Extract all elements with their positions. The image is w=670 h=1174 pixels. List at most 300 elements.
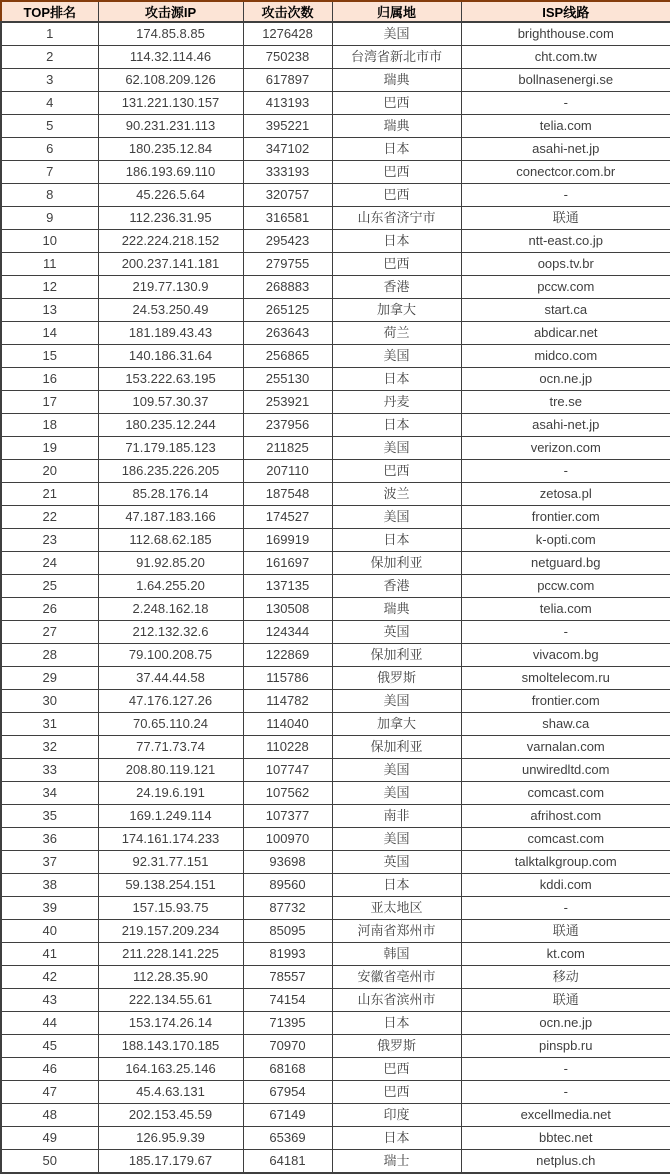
cell-ip: 202.153.45.59 <box>98 1104 243 1127</box>
cell-count: 617897 <box>243 69 332 92</box>
cell-rank: 42 <box>1 966 98 989</box>
cell-count: 347102 <box>243 138 332 161</box>
cell-rank: 18 <box>1 414 98 437</box>
cell-count: 68168 <box>243 1058 332 1081</box>
cell-rank: 4 <box>1 92 98 115</box>
cell-location: 俄罗斯 <box>332 1035 461 1058</box>
cell-location: 巴西 <box>332 92 461 115</box>
cell-location: 日本 <box>332 1012 461 1035</box>
table-row <box>1 184 670 207</box>
cell-ip: 71.179.185.123 <box>98 437 243 460</box>
cell-rank: 25 <box>1 575 98 598</box>
cell-isp: - <box>461 1081 670 1104</box>
cell-isp: pccw.com <box>461 276 670 299</box>
cell-location: 美国 <box>332 759 461 782</box>
table-row <box>1 345 670 368</box>
cell-count: 265125 <box>243 299 332 322</box>
cell-isp: conectcor.com.br <box>461 161 670 184</box>
cell-location: 南非 <box>332 805 461 828</box>
table-row <box>1 874 670 897</box>
cell-ip: 1.64.255.20 <box>98 575 243 598</box>
cell-rank: 29 <box>1 667 98 690</box>
cell-rank: 2 <box>1 46 98 69</box>
cell-rank: 32 <box>1 736 98 759</box>
cell-isp: netguard.bg <box>461 552 670 575</box>
table-row <box>1 138 670 161</box>
cell-location: 巴西 <box>332 253 461 276</box>
table-row <box>1 552 670 575</box>
cell-count: 114040 <box>243 713 332 736</box>
cell-count: 115786 <box>243 667 332 690</box>
cell-location: 亚太地区 <box>332 897 461 920</box>
cell-count: 1276428 <box>243 22 332 46</box>
cell-count: 110228 <box>243 736 332 759</box>
table-row <box>1 989 670 1012</box>
cell-count: 174527 <box>243 506 332 529</box>
cell-location: 丹麦 <box>332 391 461 414</box>
cell-ip: 2.248.162.18 <box>98 598 243 621</box>
table-row <box>1 391 670 414</box>
cell-location: 巴西 <box>332 1058 461 1081</box>
table-row <box>1 368 670 391</box>
cell-rank: 17 <box>1 391 98 414</box>
cell-isp: ocn.ne.jp <box>461 368 670 391</box>
cell-rank: 38 <box>1 874 98 897</box>
cell-count: 137135 <box>243 575 332 598</box>
cell-ip: 222.224.218.152 <box>98 230 243 253</box>
cell-rank: 26 <box>1 598 98 621</box>
cell-rank: 46 <box>1 1058 98 1081</box>
cell-isp: telia.com <box>461 598 670 621</box>
cell-count: 316581 <box>243 207 332 230</box>
cell-count: 263643 <box>243 322 332 345</box>
table-row <box>1 161 670 184</box>
cell-ip: 37.44.44.58 <box>98 667 243 690</box>
cell-count: 187548 <box>243 483 332 506</box>
cell-location: 日本 <box>332 874 461 897</box>
cell-isp: verizon.com <box>461 437 670 460</box>
table-row <box>1 920 670 943</box>
cell-ip: 114.32.114.46 <box>98 46 243 69</box>
cell-isp: comcast.com <box>461 782 670 805</box>
cell-rank: 16 <box>1 368 98 391</box>
cell-ip: 62.108.209.126 <box>98 69 243 92</box>
cell-rank: 14 <box>1 322 98 345</box>
table-row <box>1 69 670 92</box>
cell-count: 64181 <box>243 1150 332 1174</box>
cell-count: 253921 <box>243 391 332 414</box>
cell-rank: 15 <box>1 345 98 368</box>
table-row <box>1 230 670 253</box>
table-row <box>1 322 670 345</box>
cell-ip: 157.15.93.75 <box>98 897 243 920</box>
cell-ip: 164.163.25.146 <box>98 1058 243 1081</box>
table-row <box>1 644 670 667</box>
cell-isp: abdicar.net <box>461 322 670 345</box>
cell-isp: brighthouse.com <box>461 22 670 46</box>
header-row <box>1 1 670 22</box>
cell-location: 保加利亚 <box>332 552 461 575</box>
table-row <box>1 437 670 460</box>
cell-isp: start.ca <box>461 299 670 322</box>
table-row <box>1 22 670 46</box>
cell-isp: zetosa.pl <box>461 483 670 506</box>
cell-ip: 219.157.209.234 <box>98 920 243 943</box>
cell-rank: 33 <box>1 759 98 782</box>
cell-isp: - <box>461 92 670 115</box>
table-row <box>1 506 670 529</box>
cell-count: 237956 <box>243 414 332 437</box>
cell-location: 瑞典 <box>332 115 461 138</box>
cell-isp: k-opti.com <box>461 529 670 552</box>
cell-rank: 43 <box>1 989 98 1012</box>
cell-location: 加拿大 <box>332 713 461 736</box>
table-row <box>1 1081 670 1104</box>
cell-location: 荷兰 <box>332 322 461 345</box>
cell-isp: bollnasenergi.se <box>461 69 670 92</box>
table-row <box>1 690 670 713</box>
cell-count: 211825 <box>243 437 332 460</box>
cell-rank: 31 <box>1 713 98 736</box>
cell-location: 日本 <box>332 414 461 437</box>
cell-count: 93698 <box>243 851 332 874</box>
column-header-count: 攻击次数 <box>243 1 332 22</box>
cell-rank: 34 <box>1 782 98 805</box>
cell-count: 750238 <box>243 46 332 69</box>
cell-location: 香港 <box>332 276 461 299</box>
table-row <box>1 1104 670 1127</box>
cell-ip: 200.237.141.181 <box>98 253 243 276</box>
cell-count: 100970 <box>243 828 332 851</box>
cell-ip: 180.235.12.244 <box>98 414 243 437</box>
cell-ip: 45.226.5.64 <box>98 184 243 207</box>
cell-location: 加拿大 <box>332 299 461 322</box>
cell-ip: 59.138.254.151 <box>98 874 243 897</box>
table-row <box>1 414 670 437</box>
cell-isp: cht.com.tw <box>461 46 670 69</box>
cell-isp: shaw.ca <box>461 713 670 736</box>
cell-count: 161697 <box>243 552 332 575</box>
cell-rank: 45 <box>1 1035 98 1058</box>
cell-location: 山东省济宁市 <box>332 207 461 230</box>
cell-location: 安徽省亳州市 <box>332 966 461 989</box>
table-row <box>1 529 670 552</box>
table-row <box>1 575 670 598</box>
table-row <box>1 276 670 299</box>
cell-location: 河南省郑州市 <box>332 920 461 943</box>
cell-ip: 153.222.63.195 <box>98 368 243 391</box>
cell-location: 日本 <box>332 529 461 552</box>
cell-location: 日本 <box>332 1127 461 1150</box>
cell-ip: 24.19.6.191 <box>98 782 243 805</box>
cell-rank: 24 <box>1 552 98 575</box>
cell-count: 89560 <box>243 874 332 897</box>
table-row <box>1 828 670 851</box>
cell-isp: 移动 <box>461 966 670 989</box>
cell-isp: - <box>461 460 670 483</box>
cell-count: 413193 <box>243 92 332 115</box>
cell-isp: tre.se <box>461 391 670 414</box>
cell-rank: 36 <box>1 828 98 851</box>
cell-location: 俄罗斯 <box>332 667 461 690</box>
cell-count: 67954 <box>243 1081 332 1104</box>
cell-isp: vivacom.bg <box>461 644 670 667</box>
cell-isp: smoltelecom.ru <box>461 667 670 690</box>
cell-ip: 112.68.62.185 <box>98 529 243 552</box>
cell-ip: 188.143.170.185 <box>98 1035 243 1058</box>
cell-rank: 5 <box>1 115 98 138</box>
cell-ip: 47.187.183.166 <box>98 506 243 529</box>
table-row <box>1 483 670 506</box>
cell-ip: 212.132.32.6 <box>98 621 243 644</box>
table-row <box>1 736 670 759</box>
cell-isp: pinspb.ru <box>461 1035 670 1058</box>
cell-count: 395221 <box>243 115 332 138</box>
column-header-rank: TOP排名 <box>1 1 98 22</box>
cell-location: 美国 <box>332 345 461 368</box>
cell-count: 81993 <box>243 943 332 966</box>
cell-count: 85095 <box>243 920 332 943</box>
cell-ip: 45.4.63.131 <box>98 1081 243 1104</box>
cell-rank: 37 <box>1 851 98 874</box>
cell-location: 美国 <box>332 22 461 46</box>
cell-ip: 153.174.26.14 <box>98 1012 243 1035</box>
cell-ip: 112.28.35.90 <box>98 966 243 989</box>
cell-rank: 8 <box>1 184 98 207</box>
cell-location: 巴西 <box>332 1081 461 1104</box>
cell-rank: 1 <box>1 22 98 46</box>
cell-isp: talktalkgroup.com <box>461 851 670 874</box>
cell-location: 香港 <box>332 575 461 598</box>
cell-isp: - <box>461 184 670 207</box>
cell-rank: 30 <box>1 690 98 713</box>
table-row <box>1 1058 670 1081</box>
cell-ip: 79.100.208.75 <box>98 644 243 667</box>
cell-rank: 20 <box>1 460 98 483</box>
cell-count: 65369 <box>243 1127 332 1150</box>
cell-count: 87732 <box>243 897 332 920</box>
cell-location: 瑞典 <box>332 598 461 621</box>
cell-count: 71395 <box>243 1012 332 1035</box>
cell-rank: 22 <box>1 506 98 529</box>
cell-rank: 35 <box>1 805 98 828</box>
cell-count: 295423 <box>243 230 332 253</box>
cell-rank: 9 <box>1 207 98 230</box>
cell-location: 巴西 <box>332 184 461 207</box>
cell-count: 78557 <box>243 966 332 989</box>
cell-rank: 44 <box>1 1012 98 1035</box>
cell-location: 日本 <box>332 138 461 161</box>
cell-count: 207110 <box>243 460 332 483</box>
cell-count: 320757 <box>243 184 332 207</box>
table-header <box>1 1 670 22</box>
cell-isp: frontier.com <box>461 690 670 713</box>
column-header-location: 归属地 <box>332 1 461 22</box>
cell-rank: 3 <box>1 69 98 92</box>
cell-ip: 169.1.249.114 <box>98 805 243 828</box>
cell-ip: 174.85.8.85 <box>98 22 243 46</box>
table-row <box>1 966 670 989</box>
table-row <box>1 897 670 920</box>
cell-ip: 70.65.110.24 <box>98 713 243 736</box>
cell-location: 美国 <box>332 828 461 851</box>
cell-count: 255130 <box>243 368 332 391</box>
table-row <box>1 943 670 966</box>
cell-isp: 联通 <box>461 920 670 943</box>
cell-isp: midco.com <box>461 345 670 368</box>
cell-count: 107562 <box>243 782 332 805</box>
cell-ip: 131.221.130.157 <box>98 92 243 115</box>
cell-rank: 47 <box>1 1081 98 1104</box>
cell-location: 日本 <box>332 230 461 253</box>
cell-count: 124344 <box>243 621 332 644</box>
cell-ip: 186.193.69.110 <box>98 161 243 184</box>
cell-ip: 185.17.179.67 <box>98 1150 243 1174</box>
cell-isp: afrihost.com <box>461 805 670 828</box>
cell-rank: 19 <box>1 437 98 460</box>
cell-ip: 126.95.9.39 <box>98 1127 243 1150</box>
cell-location: 韩国 <box>332 943 461 966</box>
cell-ip: 222.134.55.61 <box>98 989 243 1012</box>
cell-isp: - <box>461 621 670 644</box>
cell-rank: 11 <box>1 253 98 276</box>
cell-location: 山东省滨州市 <box>332 989 461 1012</box>
cell-isp: netplus.ch <box>461 1150 670 1174</box>
cell-location: 美国 <box>332 506 461 529</box>
cell-isp: telia.com <box>461 115 670 138</box>
cell-ip: 85.28.176.14 <box>98 483 243 506</box>
table-row <box>1 1150 670 1174</box>
cell-isp: ntt-east.co.jp <box>461 230 670 253</box>
cell-rank: 23 <box>1 529 98 552</box>
cell-ip: 91.92.85.20 <box>98 552 243 575</box>
table-row <box>1 598 670 621</box>
cell-count: 74154 <box>243 989 332 1012</box>
cell-ip: 47.176.127.26 <box>98 690 243 713</box>
cell-rank: 6 <box>1 138 98 161</box>
cell-count: 122869 <box>243 644 332 667</box>
column-header-isp: ISP线路 <box>461 1 670 22</box>
cell-count: 114782 <box>243 690 332 713</box>
cell-isp: bbtec.net <box>461 1127 670 1150</box>
cell-isp: comcast.com <box>461 828 670 851</box>
cell-location: 波兰 <box>332 483 461 506</box>
cell-rank: 10 <box>1 230 98 253</box>
cell-ip: 92.31.77.151 <box>98 851 243 874</box>
cell-rank: 50 <box>1 1150 98 1174</box>
cell-ip: 208.80.119.121 <box>98 759 243 782</box>
cell-rank: 28 <box>1 644 98 667</box>
cell-isp: ocn.ne.jp <box>461 1012 670 1035</box>
cell-location: 保加利亚 <box>332 736 461 759</box>
cell-ip: 24.53.250.49 <box>98 299 243 322</box>
cell-count: 107377 <box>243 805 332 828</box>
table-row <box>1 667 670 690</box>
cell-ip: 90.231.231.113 <box>98 115 243 138</box>
cell-isp: 联通 <box>461 207 670 230</box>
table-row <box>1 46 670 69</box>
cell-isp: frontier.com <box>461 506 670 529</box>
cell-rank: 13 <box>1 299 98 322</box>
cell-ip: 109.57.30.37 <box>98 391 243 414</box>
cell-ip: 112.236.31.95 <box>98 207 243 230</box>
cell-rank: 40 <box>1 920 98 943</box>
table-row <box>1 1012 670 1035</box>
cell-isp: excellmedia.net <box>461 1104 670 1127</box>
cell-ip: 186.235.226.205 <box>98 460 243 483</box>
cell-isp: asahi-net.jp <box>461 138 670 161</box>
cell-location: 台湾省新北市市 <box>332 46 461 69</box>
cell-rank: 41 <box>1 943 98 966</box>
cell-location: 美国 <box>332 437 461 460</box>
cell-ip: 219.77.130.9 <box>98 276 243 299</box>
cell-isp: 联通 <box>461 989 670 1012</box>
cell-count: 256865 <box>243 345 332 368</box>
cell-count: 107747 <box>243 759 332 782</box>
cell-count: 130508 <box>243 598 332 621</box>
cell-isp: oops.tv.br <box>461 253 670 276</box>
cell-isp: - <box>461 1058 670 1081</box>
cell-isp: pccw.com <box>461 575 670 598</box>
cell-ip: 174.161.174.233 <box>98 828 243 851</box>
cell-location: 巴西 <box>332 161 461 184</box>
cell-rank: 39 <box>1 897 98 920</box>
cell-count: 70970 <box>243 1035 332 1058</box>
cell-location: 日本 <box>332 368 461 391</box>
cell-location: 英国 <box>332 851 461 874</box>
table-body <box>1 22 670 1173</box>
cell-location: 瑞典 <box>332 69 461 92</box>
cell-isp: kt.com <box>461 943 670 966</box>
cell-ip: 181.189.43.43 <box>98 322 243 345</box>
table-row <box>1 621 670 644</box>
table-row <box>1 713 670 736</box>
cell-rank: 27 <box>1 621 98 644</box>
table-row <box>1 92 670 115</box>
cell-isp: asahi-net.jp <box>461 414 670 437</box>
table-row <box>1 207 670 230</box>
cell-rank: 12 <box>1 276 98 299</box>
table-row <box>1 759 670 782</box>
table-row <box>1 460 670 483</box>
cell-isp: - <box>461 897 670 920</box>
cell-count: 279755 <box>243 253 332 276</box>
table-row <box>1 851 670 874</box>
cell-location: 巴西 <box>332 460 461 483</box>
cell-location: 美国 <box>332 782 461 805</box>
cell-location: 印度 <box>332 1104 461 1127</box>
cell-isp: kddi.com <box>461 874 670 897</box>
cell-ip: 180.235.12.84 <box>98 138 243 161</box>
cell-location: 瑞士 <box>332 1150 461 1174</box>
table-row <box>1 253 670 276</box>
cell-location: 美国 <box>332 690 461 713</box>
table-row <box>1 299 670 322</box>
cell-location: 保加利亚 <box>332 644 461 667</box>
cell-location: 英国 <box>332 621 461 644</box>
cell-count: 67149 <box>243 1104 332 1127</box>
cell-ip: 140.186.31.64 <box>98 345 243 368</box>
table-row <box>1 805 670 828</box>
column-header-ip: 攻击源IP <box>98 1 243 22</box>
cell-rank: 7 <box>1 161 98 184</box>
cell-count: 268883 <box>243 276 332 299</box>
cell-rank: 21 <box>1 483 98 506</box>
table-row <box>1 782 670 805</box>
table-row <box>1 115 670 138</box>
cell-isp: varnalan.com <box>461 736 670 759</box>
cell-count: 169919 <box>243 529 332 552</box>
